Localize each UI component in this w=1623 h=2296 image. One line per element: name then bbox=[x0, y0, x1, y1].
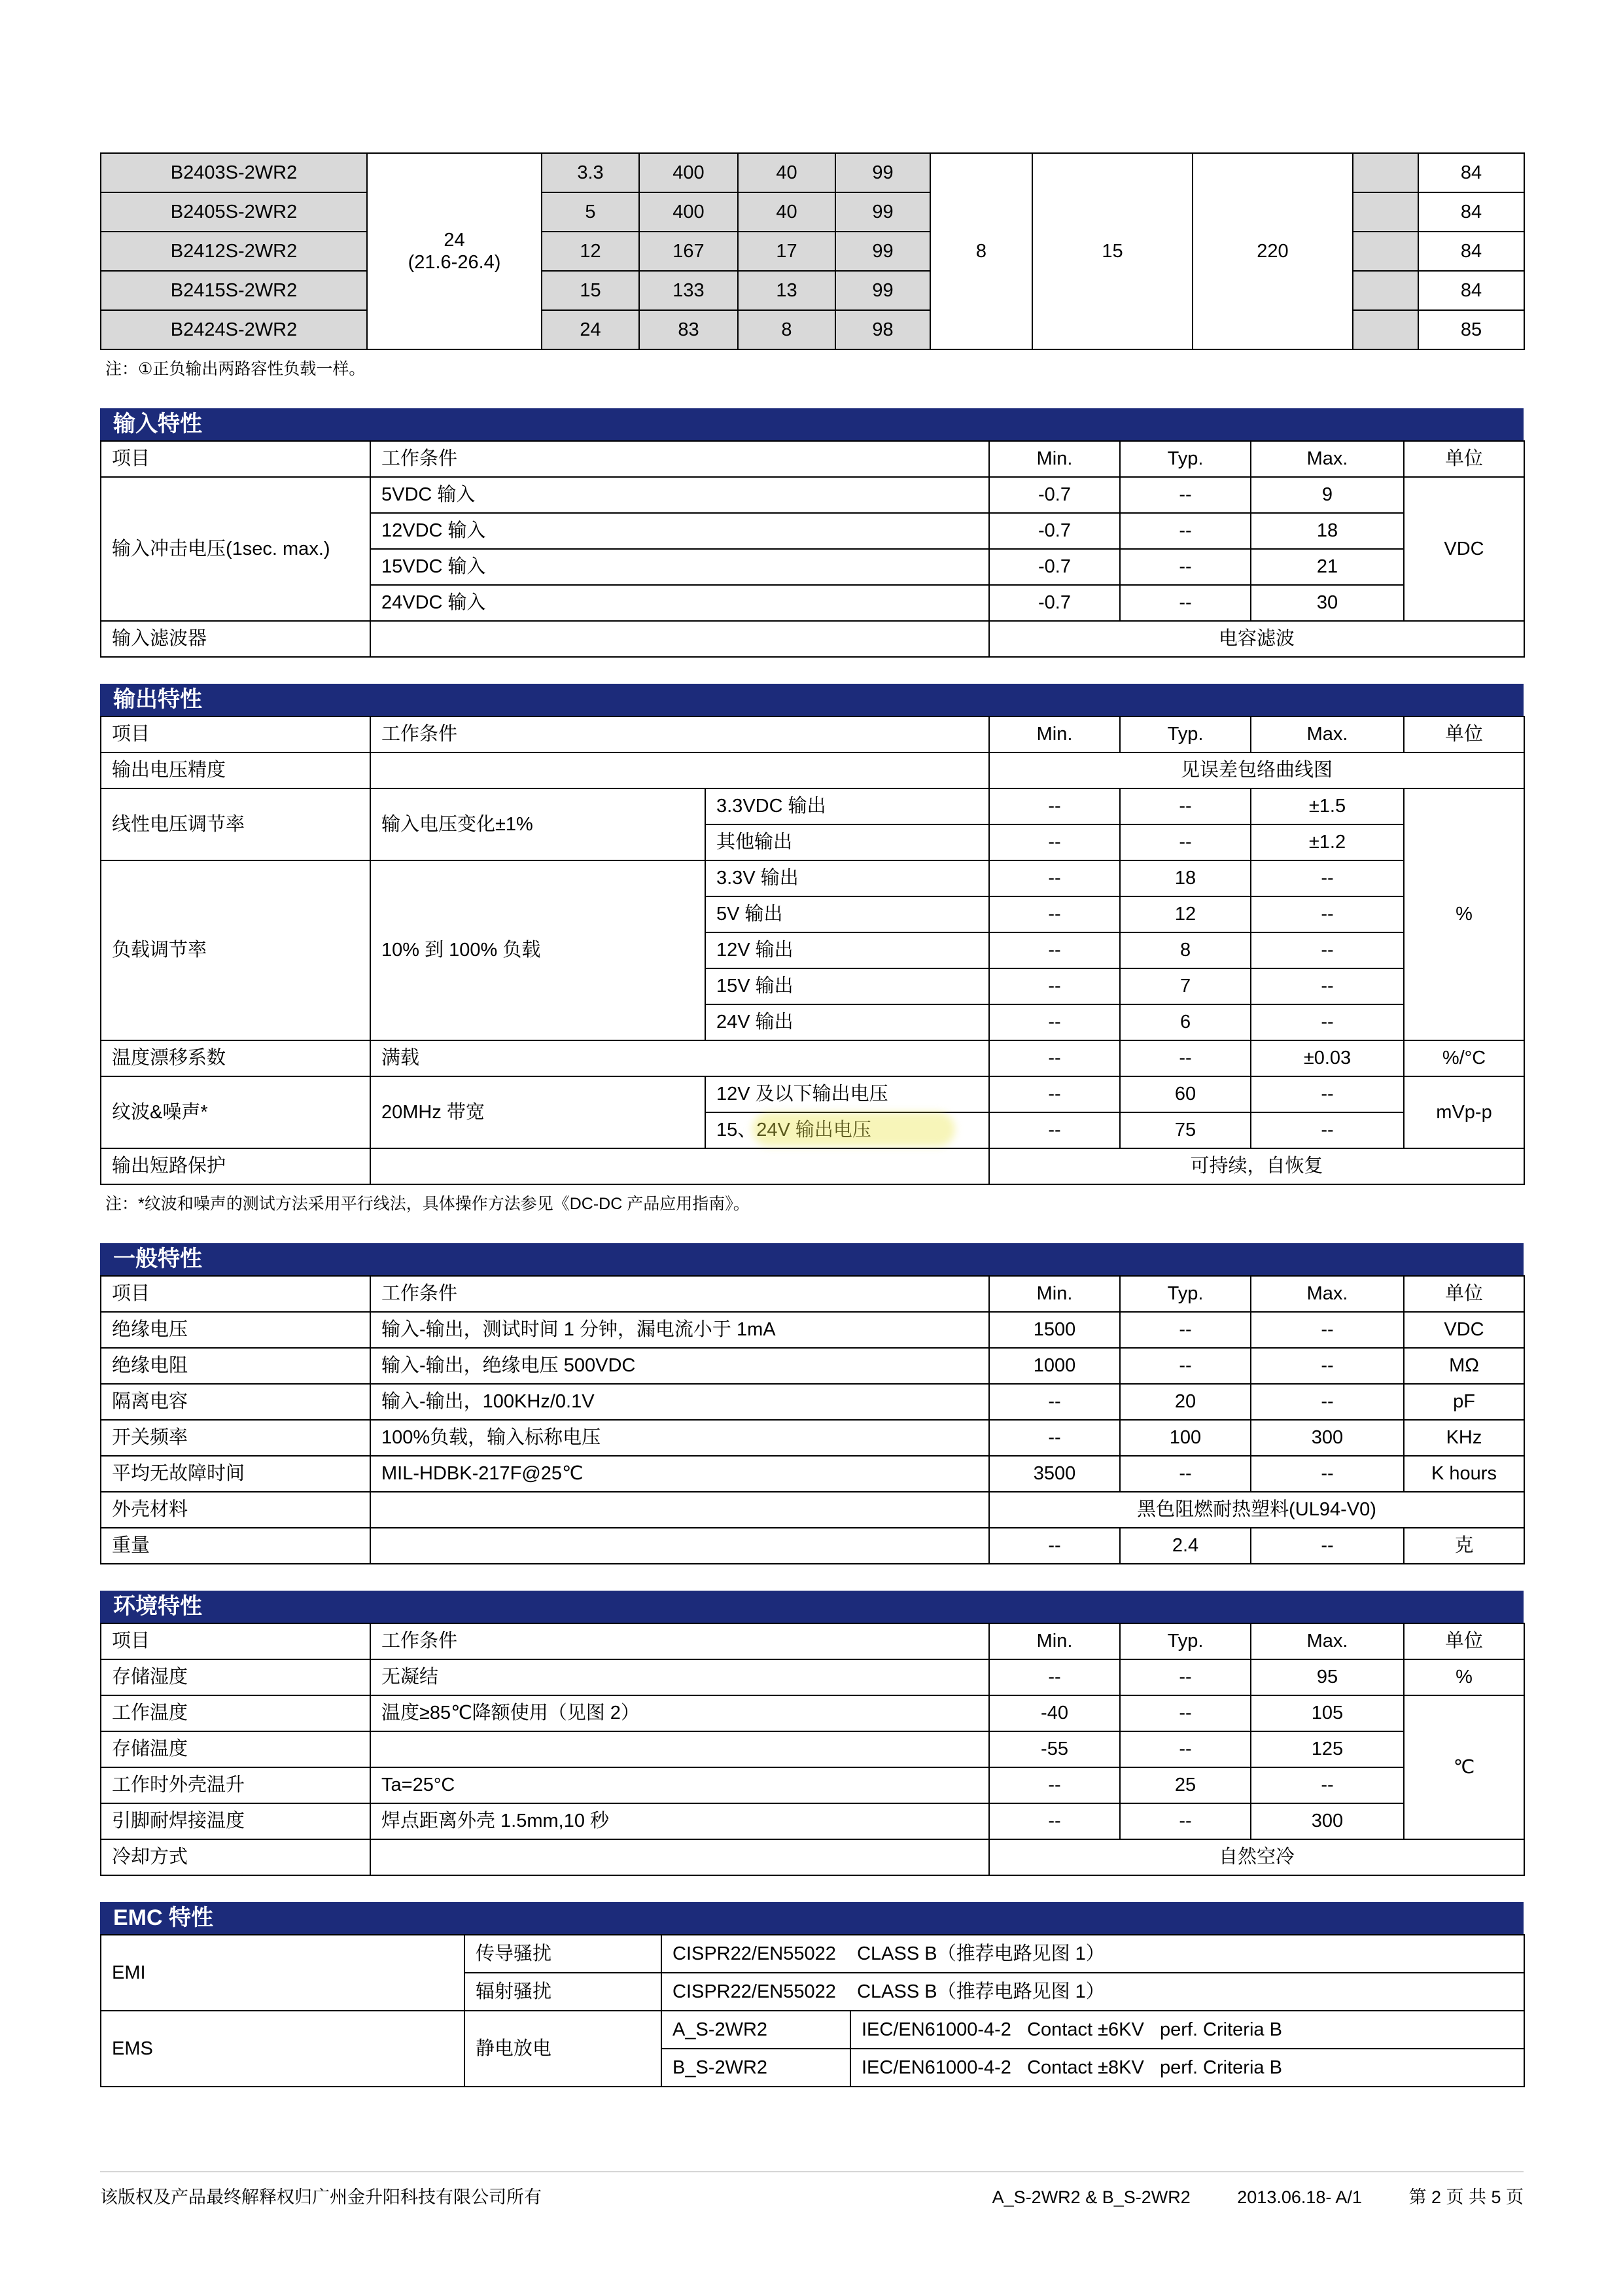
cell-max: 9 bbox=[1251, 477, 1404, 513]
table-row bbox=[101, 1148, 1524, 1184]
cell-subcond: 12V 及以下输出电压 bbox=[705, 1076, 989, 1112]
cell-cond bbox=[370, 1731, 989, 1767]
cell-min: -- bbox=[989, 824, 1120, 860]
cell-blank bbox=[1353, 232, 1418, 271]
cell-typ: 25 bbox=[1120, 1767, 1251, 1803]
header-cond: 工作条件 bbox=[370, 716, 989, 752]
cell-min: -- bbox=[989, 1004, 1120, 1040]
table-row bbox=[101, 1767, 1524, 1803]
cell-item: 线性电压调节率 bbox=[101, 788, 370, 860]
cell-efficiency: 84 bbox=[1418, 271, 1524, 310]
cell-unit: pF bbox=[1404, 1384, 1524, 1420]
cell-cond: Ta=25°C bbox=[370, 1767, 989, 1803]
table-row bbox=[101, 1731, 1524, 1767]
cell-model: B2415S-2WR2 bbox=[101, 271, 367, 310]
cell-typ: 12 bbox=[1120, 896, 1251, 932]
cell-min: -- bbox=[989, 1803, 1120, 1839]
table-row bbox=[101, 1312, 1524, 1348]
cell-typ: 100 bbox=[1120, 1420, 1251, 1456]
cell-span-value: 黑色阻燃耐热塑料(UL94-V0) bbox=[989, 1492, 1524, 1528]
cell-typ: -- bbox=[1120, 1659, 1251, 1695]
table-row bbox=[101, 153, 1524, 192]
cell-blank bbox=[1353, 153, 1418, 192]
section-title: 输入特性 bbox=[113, 412, 202, 436]
cell-unit: VDC bbox=[1404, 477, 1524, 621]
selection-table bbox=[100, 152, 1525, 350]
header-typ: Typ. bbox=[1120, 1623, 1251, 1659]
cell-max: -- bbox=[1251, 1312, 1404, 1348]
cell-min: -- bbox=[989, 1420, 1120, 1456]
cell-cond-empty bbox=[370, 752, 989, 788]
header-cond: 工作条件 bbox=[370, 1276, 989, 1312]
cell-typ: -- bbox=[1120, 513, 1251, 549]
table-row bbox=[101, 1456, 1524, 1492]
cell-cond: 输入-输出，100KHz/0.1V bbox=[370, 1384, 989, 1420]
cell-typ: -- bbox=[1120, 549, 1251, 585]
cell-cond: 24VDC 输入 bbox=[370, 585, 989, 621]
cell-subcond: 3.3VDC 输出 bbox=[705, 788, 989, 824]
table-row bbox=[101, 1420, 1524, 1456]
cell-cond: 静电放电 bbox=[464, 2011, 661, 2087]
header-min: Min. bbox=[989, 1623, 1120, 1659]
footer-product: A_S-2WR2 & B_S-2WR2 bbox=[992, 2187, 1191, 2207]
cell-min: -- bbox=[989, 1384, 1120, 1420]
footer-right bbox=[992, 2183, 1524, 2208]
cell-max: -- bbox=[1251, 1112, 1404, 1148]
cell-typ: 20 bbox=[1120, 1384, 1251, 1420]
cell-vout: 3.3 bbox=[542, 153, 639, 192]
input-nominal: 24 bbox=[444, 229, 465, 251]
cell-item: 负载调节率 bbox=[101, 860, 370, 1040]
cell-subcond: 5V 输出 bbox=[705, 896, 989, 932]
cell-min: 3500 bbox=[989, 1456, 1120, 1492]
cell-iout-max: 400 bbox=[639, 153, 738, 192]
table-row bbox=[101, 1492, 1524, 1528]
header-item: 项目 bbox=[101, 441, 370, 477]
cell-typ: -- bbox=[1120, 1695, 1251, 1731]
cell-standard: CISPR22/EN55022 CLASS B（推荐电路见图 1） bbox=[661, 1973, 1524, 2011]
yellow-watermark-smudge bbox=[752, 1112, 955, 1146]
cell-typ: -- bbox=[1120, 824, 1251, 860]
cell-max: 21 bbox=[1251, 549, 1404, 585]
cell-value: 99 bbox=[835, 271, 930, 310]
cell-item: 重量 bbox=[101, 1528, 370, 1564]
input-table bbox=[100, 440, 1525, 658]
cell-min: -- bbox=[989, 1112, 1120, 1148]
cell-unit: VDC bbox=[1404, 1312, 1524, 1348]
cell-value: 99 bbox=[835, 153, 930, 192]
header-typ: Typ. bbox=[1120, 1276, 1251, 1312]
cell-min: -- bbox=[989, 788, 1120, 824]
cell-cond: 输入-输出，绝缘电压 500VDC bbox=[370, 1348, 989, 1384]
cell-cond: 无凝结 bbox=[370, 1659, 989, 1695]
section-title: 一般特性 bbox=[113, 1246, 202, 1271]
table-row bbox=[101, 788, 1524, 824]
cell-unit: % bbox=[1404, 788, 1524, 1040]
cell-value: 99 bbox=[835, 192, 930, 232]
table-row bbox=[101, 1803, 1524, 1839]
cell-min: -- bbox=[989, 1767, 1120, 1803]
header-min: Min. bbox=[989, 1276, 1120, 1312]
table-row bbox=[101, 1348, 1524, 1384]
table-row bbox=[101, 1659, 1524, 1695]
cell-subcond: 15V 输出 bbox=[705, 968, 989, 1004]
cell-cond: 输入电压变化±1% bbox=[370, 788, 705, 860]
cell-unit: KHz bbox=[1404, 1420, 1524, 1456]
header-unit: 单位 bbox=[1404, 441, 1524, 477]
cell-iout-min: 17 bbox=[738, 232, 835, 271]
table-row bbox=[101, 477, 1524, 513]
cell-span-value: 自然空冷 bbox=[989, 1839, 1524, 1875]
table-note: 注：*纹波和噪声的测试方法采用平行线法，具体操作方法参见《DC-DC 产品应用指南》。 bbox=[105, 1195, 750, 1213]
header-typ: Typ. bbox=[1120, 441, 1251, 477]
cell-unit: ℃ bbox=[1404, 1695, 1524, 1839]
cell-max: 30 bbox=[1251, 585, 1404, 621]
cell-min: -- bbox=[989, 1659, 1120, 1695]
cell-max: 300 bbox=[1251, 1420, 1404, 1456]
cell-cond: 12VDC 输入 bbox=[370, 513, 989, 549]
cell-item: 存储湿度 bbox=[101, 1659, 370, 1695]
cell-typ: -- bbox=[1120, 585, 1251, 621]
cell-cond: 焊点距离外壳 1.5mm,10 秒 bbox=[370, 1803, 989, 1839]
cell-typ: -- bbox=[1120, 1312, 1251, 1348]
cell-typ: 2.4 bbox=[1120, 1528, 1251, 1564]
cell-min: -0.7 bbox=[989, 585, 1120, 621]
table-row bbox=[101, 752, 1524, 788]
cell-item: 绝缘电阻 bbox=[101, 1348, 370, 1384]
cell-max: -- bbox=[1251, 896, 1404, 932]
cell-subcond: 24V 输出 bbox=[705, 1004, 989, 1040]
cell-standard: IEC/EN61000-4-2 Contact ±6KV perf. Criteria B bbox=[850, 2011, 1524, 2049]
table-row bbox=[101, 860, 1524, 896]
cell-vout: 15 bbox=[542, 271, 639, 310]
cell-min: -- bbox=[989, 1040, 1120, 1076]
cell-cond: 输入-输出，测试时间 1 分钟，漏电流小于 1mA bbox=[370, 1312, 989, 1348]
page-footer bbox=[100, 2171, 1524, 2208]
cell-min: -55 bbox=[989, 1731, 1120, 1767]
header-min: Min. bbox=[989, 441, 1120, 477]
table-header-row bbox=[101, 1623, 1524, 1659]
cell-unit: mVp-p bbox=[1404, 1076, 1524, 1148]
table-row bbox=[101, 1695, 1524, 1731]
cell-item: 外壳材料 bbox=[101, 1492, 370, 1528]
table-row bbox=[101, 1384, 1524, 1420]
cell-merged-a: 8 bbox=[930, 153, 1032, 349]
section-title: 输出特性 bbox=[113, 687, 202, 712]
header-unit: 单位 bbox=[1404, 716, 1524, 752]
cell-iout-max: 400 bbox=[639, 192, 738, 232]
header-unit: 单位 bbox=[1404, 1623, 1524, 1659]
cell-typ: -- bbox=[1120, 1803, 1251, 1839]
header-cond: 工作条件 bbox=[370, 1623, 989, 1659]
cell-item: 冷却方式 bbox=[101, 1839, 370, 1875]
cell-merged-b: 15 bbox=[1032, 153, 1193, 349]
footer-page-number: 第 2 页 共 5 页 bbox=[1408, 2187, 1524, 2207]
cell-unit: 克 bbox=[1404, 1528, 1524, 1564]
cell-typ: -- bbox=[1120, 788, 1251, 824]
table-row bbox=[101, 1839, 1524, 1875]
cell-subcond: 15、24V 输出电压 bbox=[705, 1112, 989, 1148]
emc-table bbox=[100, 1934, 1525, 2087]
cell-min: -- bbox=[989, 968, 1120, 1004]
cell-min: -0.7 bbox=[989, 549, 1120, 585]
cell-cond: 5VDC 输入 bbox=[370, 477, 989, 513]
cell-unit: %/°C bbox=[1404, 1040, 1524, 1076]
table-row bbox=[101, 1528, 1524, 1564]
cell-model: B2403S-2WR2 bbox=[101, 153, 367, 192]
cell-vout: 24 bbox=[542, 310, 639, 349]
cell-min: -- bbox=[989, 932, 1120, 968]
cell-subcond: 12V 输出 bbox=[705, 932, 989, 968]
input-range: (21.6-26.4) bbox=[408, 252, 501, 273]
cell-series: B_S-2WR2 bbox=[661, 2049, 850, 2087]
cell-typ: -- bbox=[1120, 1040, 1251, 1076]
cell-item: 输出短路保护 bbox=[101, 1148, 370, 1184]
table-row bbox=[101, 1040, 1524, 1076]
cell-iout-max: 133 bbox=[639, 271, 738, 310]
cell-iout-max: 167 bbox=[639, 232, 738, 271]
cell-item: 输入冲击电压(1sec. max.) bbox=[101, 477, 370, 621]
cell-ems-label: EMS bbox=[101, 2011, 464, 2087]
cell-item: 工作温度 bbox=[101, 1695, 370, 1731]
cell-typ: 8 bbox=[1120, 932, 1251, 968]
cell-max: -- bbox=[1251, 968, 1404, 1004]
header-max: Max. bbox=[1251, 1276, 1404, 1312]
cell-subcond: 其他输出 bbox=[705, 824, 989, 860]
cell-blank bbox=[1353, 310, 1418, 349]
cell-item: 温度漂移系数 bbox=[101, 1040, 370, 1076]
cell-span-value: 电容滤波 bbox=[989, 621, 1524, 657]
cell-iout-min: 8 bbox=[738, 310, 835, 349]
cell-cond: 满载 bbox=[370, 1040, 989, 1076]
footer-copyright: 该版权及产品最终解释权归广州金升阳科技有限公司所有 bbox=[100, 2187, 542, 2207]
cell-efficiency: 84 bbox=[1418, 232, 1524, 271]
cell-max: 125 bbox=[1251, 1731, 1404, 1767]
header-item: 项目 bbox=[101, 716, 370, 752]
cell-item: 开关频率 bbox=[101, 1420, 370, 1456]
cell-cond: 传导骚扰 bbox=[464, 1935, 661, 1973]
cell-cond: 10% 到 100% 负载 bbox=[370, 860, 705, 1040]
cell-typ: -- bbox=[1120, 1456, 1251, 1492]
table-note: 注：①正负输出两路容性负载一样。 bbox=[105, 360, 366, 378]
cell-max: 18 bbox=[1251, 513, 1404, 549]
cell-min: 1500 bbox=[989, 1312, 1120, 1348]
cell-iout-min: 13 bbox=[738, 271, 835, 310]
header-max: Max. bbox=[1251, 441, 1404, 477]
cell-cond: 100%负载，输入标称电压 bbox=[370, 1420, 989, 1456]
cell-efficiency: 84 bbox=[1418, 192, 1524, 232]
section-bar-emc bbox=[100, 1902, 1524, 1934]
cell-max: -- bbox=[1251, 1348, 1404, 1384]
cell-cond: MIL-HDBK-217F@25℃ bbox=[370, 1456, 989, 1492]
cell-cond: 温度≥85℃降额使用（见图 2） bbox=[370, 1695, 989, 1731]
cell-blank bbox=[1353, 192, 1418, 232]
table-row bbox=[101, 621, 1524, 657]
cell-series: A_S-2WR2 bbox=[661, 2011, 850, 2049]
header-item: 项目 bbox=[101, 1276, 370, 1312]
cell-typ: -- bbox=[1120, 477, 1251, 513]
cell-cond: 15VDC 输入 bbox=[370, 549, 989, 585]
cell-max: -- bbox=[1251, 1528, 1404, 1564]
table-row bbox=[101, 2011, 1524, 2049]
cell-value: 99 bbox=[835, 232, 930, 271]
cell-cond: 辐射骚扰 bbox=[464, 1973, 661, 2011]
cell-typ: 75 bbox=[1120, 1112, 1251, 1148]
cell-max: 300 bbox=[1251, 1803, 1404, 1839]
cell-max: -- bbox=[1251, 1076, 1404, 1112]
cell-model: B2412S-2WR2 bbox=[101, 232, 367, 271]
cell-max: 105 bbox=[1251, 1695, 1404, 1731]
cell-typ: -- bbox=[1120, 1348, 1251, 1384]
cell-vout: 5 bbox=[542, 192, 639, 232]
table-header-row bbox=[101, 716, 1524, 752]
header-cond: 工作条件 bbox=[370, 441, 989, 477]
cell-item: 输出电压精度 bbox=[101, 752, 370, 788]
cell-unit: K hours bbox=[1404, 1456, 1524, 1492]
section-bar-general bbox=[100, 1243, 1524, 1275]
cell-cond-empty bbox=[370, 1492, 989, 1528]
cell-max: ±0.03 bbox=[1251, 1040, 1404, 1076]
table-header-row bbox=[101, 1276, 1524, 1312]
table-row bbox=[101, 1076, 1524, 1112]
cell-span-value: 可持续，自恢复 bbox=[989, 1148, 1524, 1184]
cell-model: B2424S-2WR2 bbox=[101, 310, 367, 349]
cell-typ: 6 bbox=[1120, 1004, 1251, 1040]
cell-min: -- bbox=[989, 860, 1120, 896]
cell-input-voltage bbox=[367, 153, 542, 349]
table-header-row bbox=[101, 441, 1524, 477]
cell-min: -0.7 bbox=[989, 477, 1120, 513]
cell-max: -- bbox=[1251, 1767, 1404, 1803]
cell-max: -- bbox=[1251, 932, 1404, 968]
cell-cond: 20MHz 带宽 bbox=[370, 1076, 705, 1148]
cell-unit: % bbox=[1404, 1659, 1524, 1695]
cell-typ: -- bbox=[1120, 1731, 1251, 1767]
cell-min: -- bbox=[989, 1076, 1120, 1112]
header-min: Min. bbox=[989, 716, 1120, 752]
cell-max: -- bbox=[1251, 1004, 1404, 1040]
footer-revision: 2013.06.18- A/1 bbox=[1237, 2187, 1362, 2207]
cell-efficiency: 85 bbox=[1418, 310, 1524, 349]
header-max: Max. bbox=[1251, 1623, 1404, 1659]
header-max: Max. bbox=[1251, 716, 1404, 752]
table-row bbox=[101, 1935, 1524, 1973]
section-title: EMC 特性 bbox=[113, 1905, 213, 1930]
cell-max: 95 bbox=[1251, 1659, 1404, 1695]
cell-iout-min: 40 bbox=[738, 153, 835, 192]
cell-item: 输入滤波器 bbox=[101, 621, 370, 657]
section-bar-output bbox=[100, 684, 1524, 716]
cell-cond-empty bbox=[370, 1528, 989, 1564]
cell-item: 纹波&噪声* bbox=[101, 1076, 370, 1148]
cell-unit: MΩ bbox=[1404, 1348, 1524, 1384]
cell-efficiency: 84 bbox=[1418, 153, 1524, 192]
cell-cond-empty bbox=[370, 1839, 989, 1875]
cell-iout-min: 40 bbox=[738, 192, 835, 232]
cell-item: 平均无故障时间 bbox=[101, 1456, 370, 1492]
cell-item: 工作时外壳温升 bbox=[101, 1767, 370, 1803]
header-item: 项目 bbox=[101, 1623, 370, 1659]
general-table bbox=[100, 1275, 1525, 1564]
cell-typ: 7 bbox=[1120, 968, 1251, 1004]
cell-emi-label: EMI bbox=[101, 1935, 464, 2011]
cell-merged-c: 220 bbox=[1193, 153, 1353, 349]
cell-cond-empty bbox=[370, 621, 989, 657]
cell-max: ±1.2 bbox=[1251, 824, 1404, 860]
cell-standard: CISPR22/EN55022 CLASS B（推荐电路见图 1） bbox=[661, 1935, 1524, 1973]
cell-min: -40 bbox=[989, 1695, 1120, 1731]
cell-standard: IEC/EN61000-4-2 Contact ±8KV perf. Criteria B bbox=[850, 2049, 1524, 2087]
cell-span-value: 见误差包络曲线图 bbox=[989, 752, 1524, 788]
cell-item: 引脚耐焊接温度 bbox=[101, 1803, 370, 1839]
cell-min: -- bbox=[989, 896, 1120, 932]
cell-min: -0.7 bbox=[989, 513, 1120, 549]
cell-max: -- bbox=[1251, 1456, 1404, 1492]
cell-typ: 60 bbox=[1120, 1076, 1251, 1112]
cell-typ: 18 bbox=[1120, 860, 1251, 896]
cell-value: 98 bbox=[835, 310, 930, 349]
cell-iout-max: 83 bbox=[639, 310, 738, 349]
cell-max: -- bbox=[1251, 860, 1404, 896]
cell-model: B2405S-2WR2 bbox=[101, 192, 367, 232]
cell-item: 存储温度 bbox=[101, 1731, 370, 1767]
section-bar-input bbox=[100, 408, 1524, 440]
cell-cond-empty bbox=[370, 1148, 989, 1184]
cell-subcond: 3.3V 输出 bbox=[705, 860, 989, 896]
cell-max: ±1.5 bbox=[1251, 788, 1404, 824]
header-typ: Typ. bbox=[1120, 716, 1251, 752]
cell-blank bbox=[1353, 271, 1418, 310]
cell-vout: 12 bbox=[542, 232, 639, 271]
section-bar-environment bbox=[100, 1591, 1524, 1623]
cell-max: -- bbox=[1251, 1384, 1404, 1420]
cell-min: -- bbox=[989, 1528, 1120, 1564]
cell-item: 隔离电容 bbox=[101, 1384, 370, 1420]
section-title: 环境特性 bbox=[113, 1594, 202, 1619]
header-unit: 单位 bbox=[1404, 1276, 1524, 1312]
environment-table bbox=[100, 1623, 1525, 1876]
cell-item: 绝缘电压 bbox=[101, 1312, 370, 1348]
cell-min: 1000 bbox=[989, 1348, 1120, 1384]
